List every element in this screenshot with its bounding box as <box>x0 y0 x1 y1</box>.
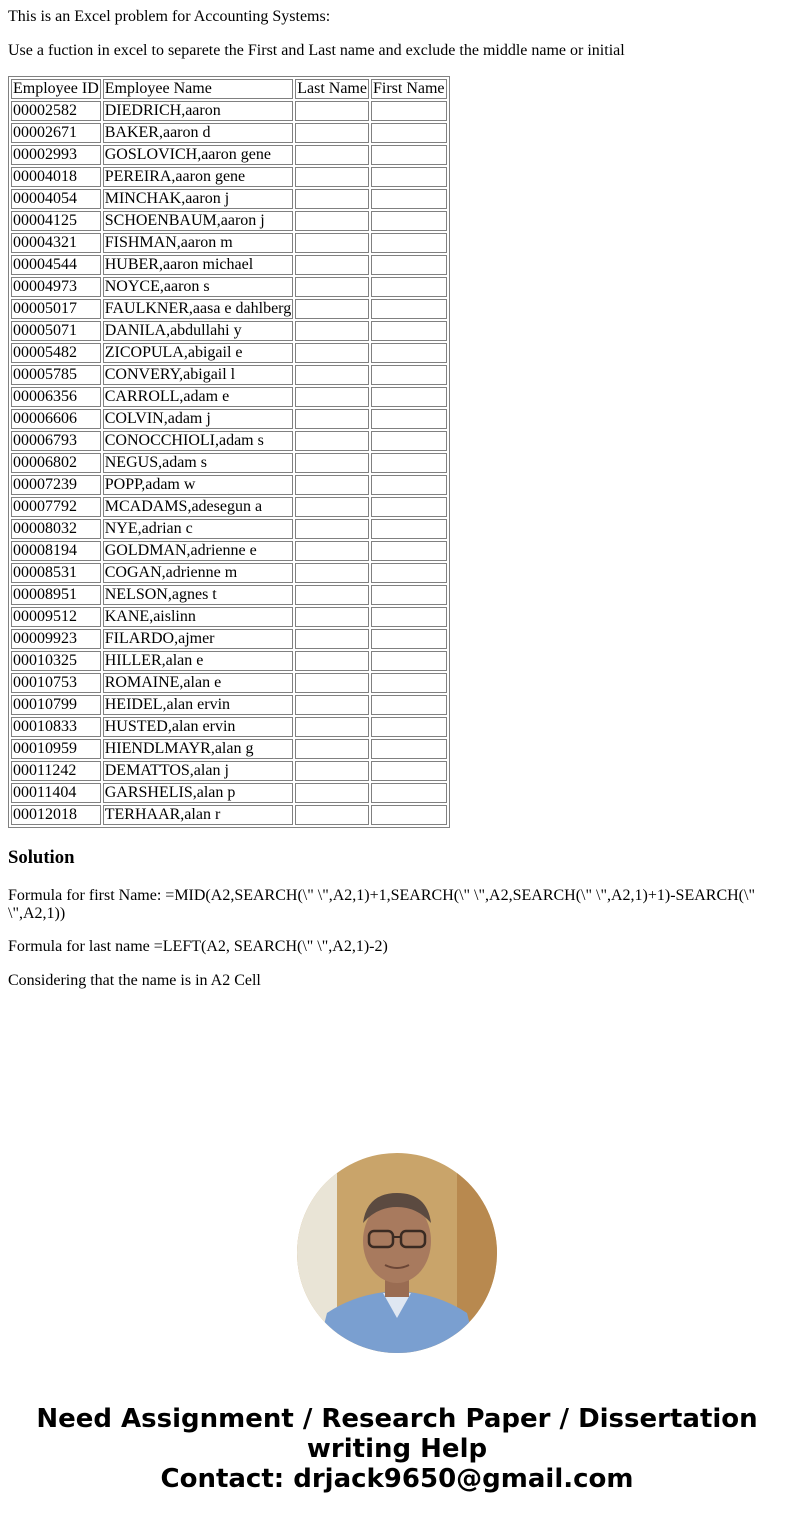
first-name-cell <box>371 585 447 605</box>
first-name-cell <box>371 409 447 429</box>
employee-name-cell: GOSLOVICH,aaron gene <box>103 145 293 165</box>
last-name-cell <box>295 475 369 495</box>
last-name-cell <box>295 519 369 539</box>
employee-name-cell: CONOCCHIOLI,adam s <box>103 431 293 451</box>
employee-table <box>8 76 450 828</box>
last-name-cell <box>295 211 369 231</box>
employee-id-cell: 00007792 <box>11 497 101 517</box>
last-name-cell <box>295 409 369 429</box>
table-header-row <box>11 79 447 99</box>
employee-name-cell: NEGUS,adam s <box>103 453 293 473</box>
employee-id-cell: 00006606 <box>11 409 101 429</box>
employee-name-cell: COGAN,adrienne m <box>103 563 293 583</box>
employee-id-cell: 00011404 <box>11 783 101 803</box>
employee-id-cell: 00008531 <box>11 563 101 583</box>
last-name-cell <box>295 607 369 627</box>
header-employee-id: Employee ID <box>13 80 99 97</box>
table-row <box>11 409 447 429</box>
table-row <box>11 717 447 737</box>
first-name-cell <box>371 321 447 341</box>
header-first-name: First Name <box>372 80 445 97</box>
first-name-cell <box>371 475 447 495</box>
employee-id-cell: 00010833 <box>11 717 101 737</box>
last-name-cell <box>295 431 369 451</box>
first-name-cell <box>371 805 447 825</box>
intro-text: This is an Excel problem for Accounting Systems: <box>8 8 331 25</box>
first-name-cell <box>371 101 447 121</box>
employee-id-cell: 00005785 <box>11 365 101 385</box>
employee-id-cell: 00005017 <box>11 299 101 319</box>
employee-name-cell: FISHMAN,aaron m <box>103 233 293 253</box>
table-row <box>11 255 447 275</box>
employee-id-cell: 00002671 <box>11 123 101 143</box>
last-name-cell <box>295 695 369 715</box>
first-name-formula: Formula for first Name: =MID(A2,SEARCH(\" \",A2,1)+1,SEARCH(\" \",A2,SEARCH(\" \",A2,1)+1)-SEARCH(\" \",A2,1)) <box>8 887 755 922</box>
last-name-cell <box>295 651 369 671</box>
first-name-cell <box>371 717 447 737</box>
last-name-cell <box>295 563 369 583</box>
last-name-cell <box>295 255 369 275</box>
employee-name-cell: GOLDMAN,adrienne e <box>103 541 293 561</box>
first-name-cell <box>371 563 447 583</box>
table-row <box>11 453 447 473</box>
table-row <box>11 607 447 627</box>
first-name-cell <box>371 255 447 275</box>
table-row <box>11 189 447 209</box>
employee-id-cell: 00004054 <box>11 189 101 209</box>
employee-name-cell: TERHAAR,alan r <box>103 805 293 825</box>
first-name-cell <box>371 145 447 165</box>
last-name-cell <box>295 145 369 165</box>
employee-id-cell: 00011242 <box>11 761 101 781</box>
first-name-cell <box>371 167 447 187</box>
employee-id-cell: 00008194 <box>11 541 101 561</box>
last-name-cell <box>295 365 369 385</box>
employee-name-cell: CONVERY,abigail l <box>103 365 293 385</box>
employee-id-cell: 00004973 <box>11 277 101 297</box>
first-name-cell <box>371 607 447 627</box>
last-name-cell <box>295 805 369 825</box>
employee-name-cell: FAULKNER,aasa e dahlberg <box>104 300 292 317</box>
first-name-cell <box>371 233 447 253</box>
last-name-cell <box>295 761 369 781</box>
employee-name-cell: DIEDRICH,aaron <box>103 101 293 121</box>
employee-name-cell: BAKER,aaron d <box>103 123 293 143</box>
employee-name-cell: GARSHELIS,alan p <box>103 783 293 803</box>
employee-name-cell: POPP,adam w <box>103 475 293 495</box>
last-name-cell <box>295 541 369 561</box>
last-name-cell <box>295 673 369 693</box>
employee-id-cell: 00005071 <box>11 321 101 341</box>
employee-id-cell: 00010959 <box>11 739 101 759</box>
table-row <box>11 299 447 319</box>
first-name-cell <box>371 277 447 297</box>
table-row <box>11 431 447 451</box>
employee-name-cell: DANILA,abdullahi y <box>103 321 293 341</box>
employee-name-cell: HILLER,alan e <box>103 651 293 671</box>
employee-name-cell: ZICOPULA,abigail e <box>103 343 293 363</box>
solution-heading: Solution <box>8 847 75 868</box>
first-name-cell <box>371 189 447 209</box>
employee-name-cell: ROMAINE,alan e <box>103 673 293 693</box>
last-name-cell <box>295 453 369 473</box>
first-name-cell <box>371 387 447 407</box>
last-name-cell <box>295 277 369 297</box>
first-name-cell <box>371 453 447 473</box>
first-name-cell <box>371 497 447 517</box>
last-name-cell <box>295 387 369 407</box>
first-name-cell <box>371 695 447 715</box>
first-name-cell <box>371 761 447 781</box>
table-row <box>11 101 447 121</box>
table-row <box>11 651 447 671</box>
last-name-cell <box>295 343 369 363</box>
cell-note: Considering that the name is in A2 Cell <box>8 972 261 989</box>
table-row <box>11 761 447 781</box>
table-row <box>11 695 447 715</box>
last-name-cell <box>295 585 369 605</box>
table-row <box>11 233 447 253</box>
table-row <box>11 739 447 759</box>
avatar-portrait-icon <box>297 1153 497 1353</box>
table-row <box>11 805 447 825</box>
last-name-cell <box>295 233 369 253</box>
table-row <box>11 145 447 165</box>
last-name-cell <box>295 783 369 803</box>
employee-id-cell: 00010325 <box>11 651 101 671</box>
first-name-cell <box>371 299 447 319</box>
promo-banner <box>0 1404 794 1494</box>
employee-id-cell: 00002993 <box>11 145 101 165</box>
employee-name-cell: SCHOENBAUM,aaron j <box>103 211 293 231</box>
first-name-cell <box>371 365 447 385</box>
table-row <box>11 629 447 649</box>
table-row <box>11 321 447 341</box>
first-name-cell <box>371 211 447 231</box>
last-name-cell <box>295 101 369 121</box>
table-row <box>11 497 447 517</box>
last-name-cell <box>295 123 369 143</box>
employee-name-cell: HUBER,aaron michael <box>103 255 293 275</box>
last-name-cell <box>295 167 369 187</box>
employee-id-cell: 00004544 <box>11 255 101 275</box>
table-row <box>11 167 447 187</box>
employee-id-cell: 00004321 <box>11 233 101 253</box>
employee-name-cell: DEMATTOS,alan j <box>103 761 293 781</box>
employee-id-cell: 00007239 <box>11 475 101 495</box>
promo-contact: Contact: drjack9650@gmail.com <box>160 1464 634 1494</box>
first-name-cell <box>371 651 447 671</box>
employee-id-cell: 00009923 <box>11 629 101 649</box>
employee-name-cell: COLVIN,adam j <box>103 409 293 429</box>
promo-line-1: Need Assignment / Research Paper / Dissertation <box>36 1404 758 1434</box>
first-name-cell <box>371 783 447 803</box>
first-name-cell <box>371 519 447 539</box>
employee-id-cell: 00004125 <box>11 211 101 231</box>
table-row <box>11 563 447 583</box>
first-name-cell <box>371 629 447 649</box>
employee-name-cell: NELSON,agnes t <box>103 585 293 605</box>
last-name-cell <box>295 739 369 759</box>
first-name-cell <box>371 541 447 561</box>
first-name-cell <box>371 431 447 451</box>
last-name-cell <box>295 629 369 649</box>
employee-id-cell: 00010753 <box>11 673 101 693</box>
employee-name-cell: HIENDLMAYR,alan g <box>103 739 293 759</box>
employee-id-cell: 00002582 <box>11 101 101 121</box>
table-row <box>11 365 447 385</box>
last-name-cell <box>295 321 369 341</box>
table-row <box>11 673 447 693</box>
employee-name-cell: HUSTED,alan ervin <box>103 717 293 737</box>
employee-name-cell: PEREIRA,aaron gene <box>103 167 293 187</box>
table-row <box>11 475 447 495</box>
first-name-cell <box>371 673 447 693</box>
last-name-cell <box>295 717 369 737</box>
employee-name-cell: CARROLL,adam e <box>103 387 293 407</box>
table-row <box>11 277 447 297</box>
last-name-cell <box>295 497 369 517</box>
table-row <box>11 585 447 605</box>
employee-id-cell: 00004018 <box>11 167 101 187</box>
first-name-cell <box>371 123 447 143</box>
task-text: Use a fuction in excel to separete the First and Last name and exclude the middle name or initial <box>8 42 625 59</box>
employee-id-cell: 00006356 <box>11 387 101 407</box>
employee-name-cell: KANE,aislinn <box>103 607 293 627</box>
first-name-cell <box>371 343 447 363</box>
avatar <box>297 1153 497 1353</box>
employee-name-cell: MINCHAK,aaron j <box>103 189 293 209</box>
employee-name-cell: NYE,adrian c <box>103 519 293 539</box>
last-name-formula: Formula for last name =LEFT(A2, SEARCH(\" \",A2,1)-2) <box>8 938 388 955</box>
table-row <box>11 123 447 143</box>
last-name-cell <box>295 299 369 319</box>
employee-name-cell: NOYCE,aaron s <box>103 277 293 297</box>
employee-id-cell: 00006793 <box>11 431 101 451</box>
employee-id-cell: 00009512 <box>11 607 101 627</box>
employee-id-cell: 00012018 <box>11 805 101 825</box>
table-row <box>11 519 447 539</box>
employee-name-cell: MCADAMS,adesegun a <box>103 497 293 517</box>
employee-id-cell: 00005482 <box>11 343 101 363</box>
table-row <box>11 387 447 407</box>
header-employee-name: Employee Name <box>103 79 293 99</box>
table-row <box>11 541 447 561</box>
last-name-cell <box>295 189 369 209</box>
table-row <box>11 783 447 803</box>
first-name-cell <box>371 739 447 759</box>
header-last-name: Last Name <box>297 80 367 97</box>
employee-id-cell: 00008951 <box>11 585 101 605</box>
employee-id-cell: 00006802 <box>11 453 101 473</box>
table-row <box>11 343 447 363</box>
employee-name-cell: FILARDO,ajmer <box>103 629 293 649</box>
employee-id-cell: 00010799 <box>11 695 101 715</box>
promo-line-2: writing Help <box>306 1434 488 1464</box>
employee-id-cell: 00008032 <box>11 519 101 539</box>
employee-name-cell: HEIDEL,alan ervin <box>103 695 293 715</box>
table-row <box>11 211 447 231</box>
